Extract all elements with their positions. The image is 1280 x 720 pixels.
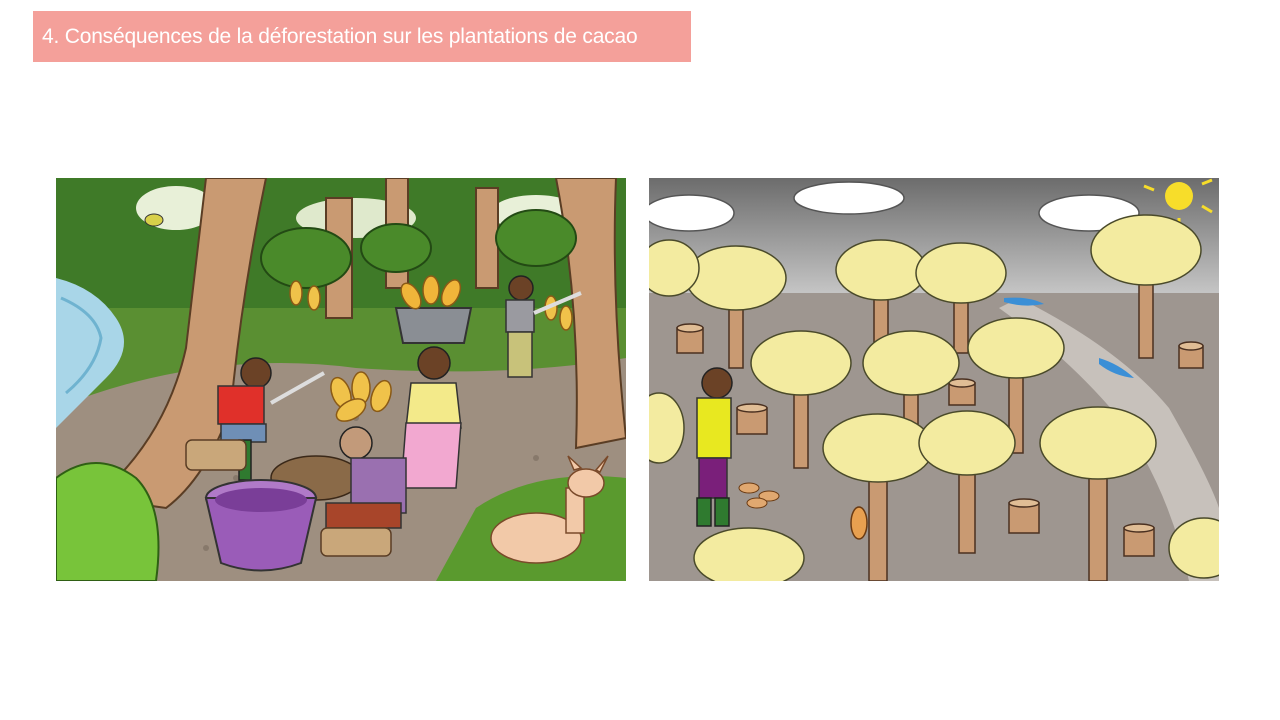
slide-title: 4. Conséquences de la déforestation sur les plantations de cacao <box>42 24 638 48</box>
forest-plantation-illustration <box>56 178 626 581</box>
deforested-plantation-illustration <box>649 178 1219 581</box>
slide-title-box <box>33 11 691 62</box>
